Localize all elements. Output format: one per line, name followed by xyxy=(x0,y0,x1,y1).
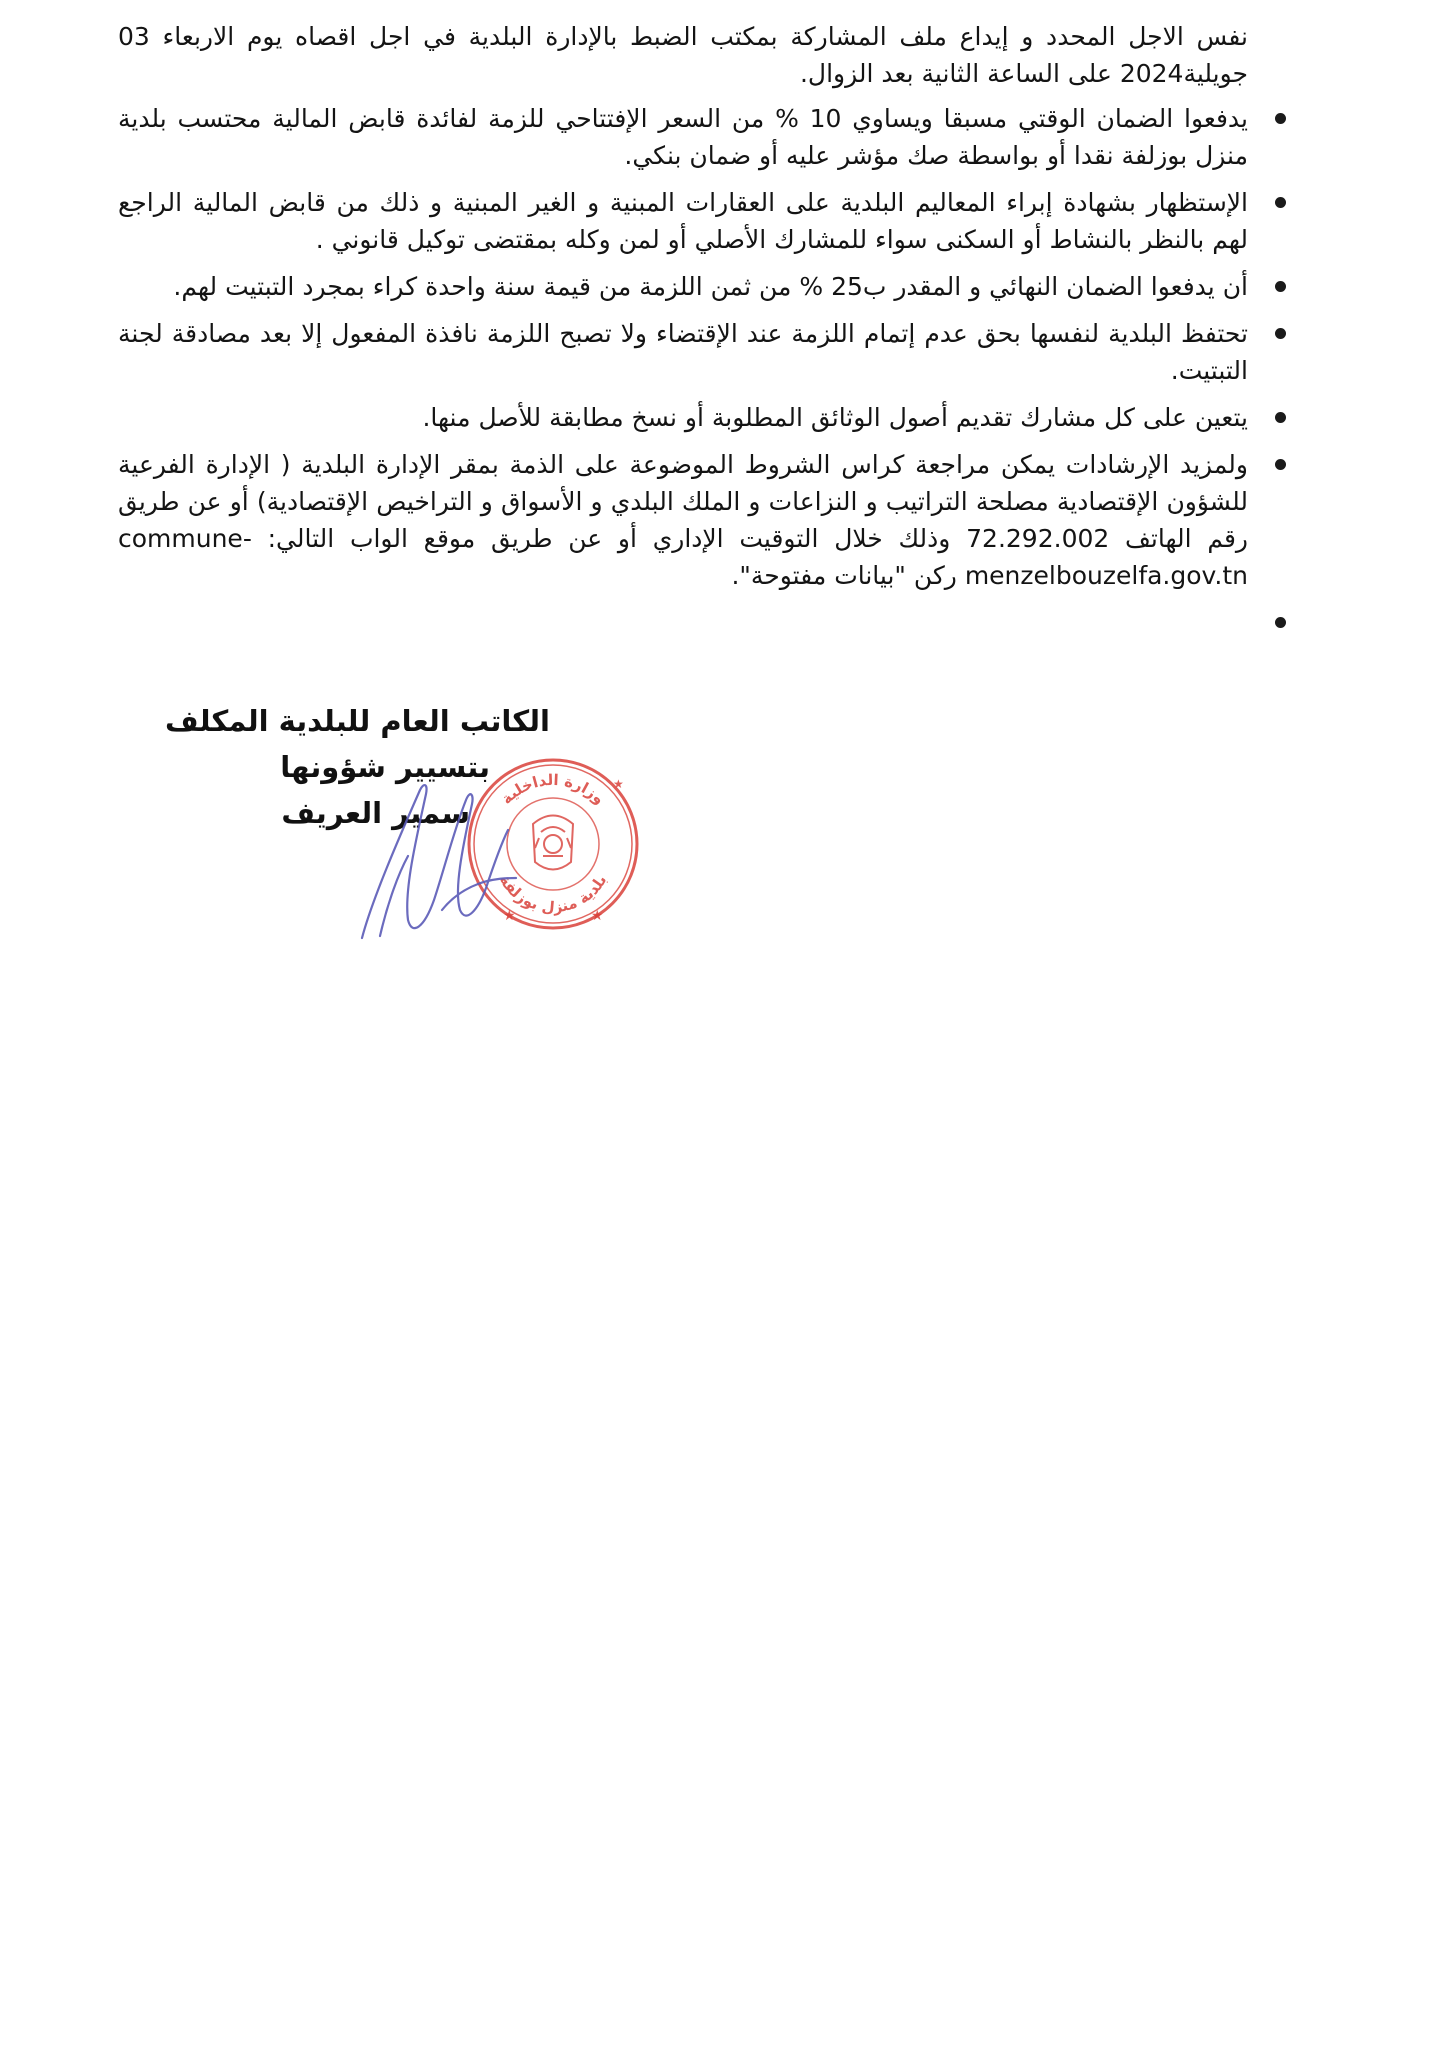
signatory-role: بتسيير شؤونها xyxy=(280,750,490,784)
list-item xyxy=(118,399,1248,436)
stamp-bottom-text: بلدية منزل بوزلفة xyxy=(495,871,611,917)
bullet-icon xyxy=(1275,328,1286,339)
list-item xyxy=(118,184,1248,258)
list-item-text: يتعين على كل مشارك تقديم أصول الوثائق المطلوبة أو نسخ مطابقة للأصل منها. xyxy=(422,403,1248,432)
signatory-name: سمير العريف xyxy=(281,796,470,830)
contact-text-before: ولمزيد الإرشادات يمكن مراجعة كراس الشروط الموضوعة على الذمة بمقر الإدارة البلدية ( الإدارة الفرعية للشؤون الإقتصادية مصلحة التراتيب و النزاعات و الملك البلدي و الأسواق و التراخيص الإقتصادية) أو عن طريق رقم الهاتف xyxy=(118,450,1248,553)
intro-paragraph: نفس الاجل المحدد و إيداع ملف المشاركة بمكتب الضبط بالإدارة البلدية في اجل اقصاه يوم الاربعاء 03 جويلية2024 على الساعة الثانية بعد الزوال. xyxy=(118,22,1248,88)
handwritten-signature xyxy=(350,760,530,950)
bullet-icon xyxy=(1275,113,1286,124)
list-item xyxy=(118,100,1248,174)
contact-text-middle: وذلك خلال التوقيت الإداري أو عن طريق موقع الواب التالي: xyxy=(251,524,967,553)
signatory-title: الكاتب العام للبلدية المكلف xyxy=(165,704,550,738)
bullet-icon xyxy=(1275,197,1286,208)
stamp-star-icon: ★ xyxy=(503,908,516,924)
list-item xyxy=(118,268,1248,305)
bullet-icon xyxy=(1275,459,1286,470)
list-item-text: يدفعوا الضمان الوقتي مسبقا ويساوي 10 % من السعر الإفتتاحي للزمة لفائدة قابض المالية محتسب بلدية منزل بوزلفة نقدا أو بواسطة صك مؤشر عليه أو ضمان بنكي. xyxy=(118,104,1248,170)
stamp-star-icon: ★ xyxy=(613,777,624,791)
bullet-icon xyxy=(1275,281,1286,292)
list-item-text: الإستظهار بشهادة إبراء المعاليم البلدية على العقارات المبنية و الغير المبنية و ذلك من قابض المالية الراجع لهم بالنظر بالنشاط أو السكنى سواء للمشارك الأصلي أو لمن وكله بمقتضى توكيل قانوني . xyxy=(118,188,1248,254)
contact-text-after: ركن "بيانات مفتوحة". xyxy=(731,561,965,590)
phone-number: 72.292.002 xyxy=(966,524,1110,553)
bullet-icon xyxy=(1275,617,1286,628)
stamp-star-icon: ★ xyxy=(591,908,604,924)
stamp-top-text: وزارة الداخلية xyxy=(497,770,609,808)
bullet-icon xyxy=(1275,412,1286,423)
stamp-emblem-icon xyxy=(533,816,573,870)
document-body xyxy=(118,18,1248,651)
list-item-text: تحتفظ البلدية لنفسها بحق عدم إتمام اللزمة عند الإقتضاء ولا تصبح اللزمة نافذة المفعول إلا بعد مصادقة لجنة التبتيت. xyxy=(118,319,1248,385)
list-item-text: أن يدفعوا الضمان النهائي و المقدر ب25 % من ثمن اللزمة من قيمة سنة واحدة كراء بمجرد التبتيت لهم. xyxy=(173,272,1248,301)
list-item-empty xyxy=(118,604,1248,641)
list-item xyxy=(118,315,1248,389)
website-address: commune-menzelbouzelfa.gov.tn xyxy=(118,524,1248,590)
conditions-list xyxy=(118,100,1248,641)
list-item xyxy=(118,446,1248,594)
list-item-text xyxy=(118,450,1248,590)
